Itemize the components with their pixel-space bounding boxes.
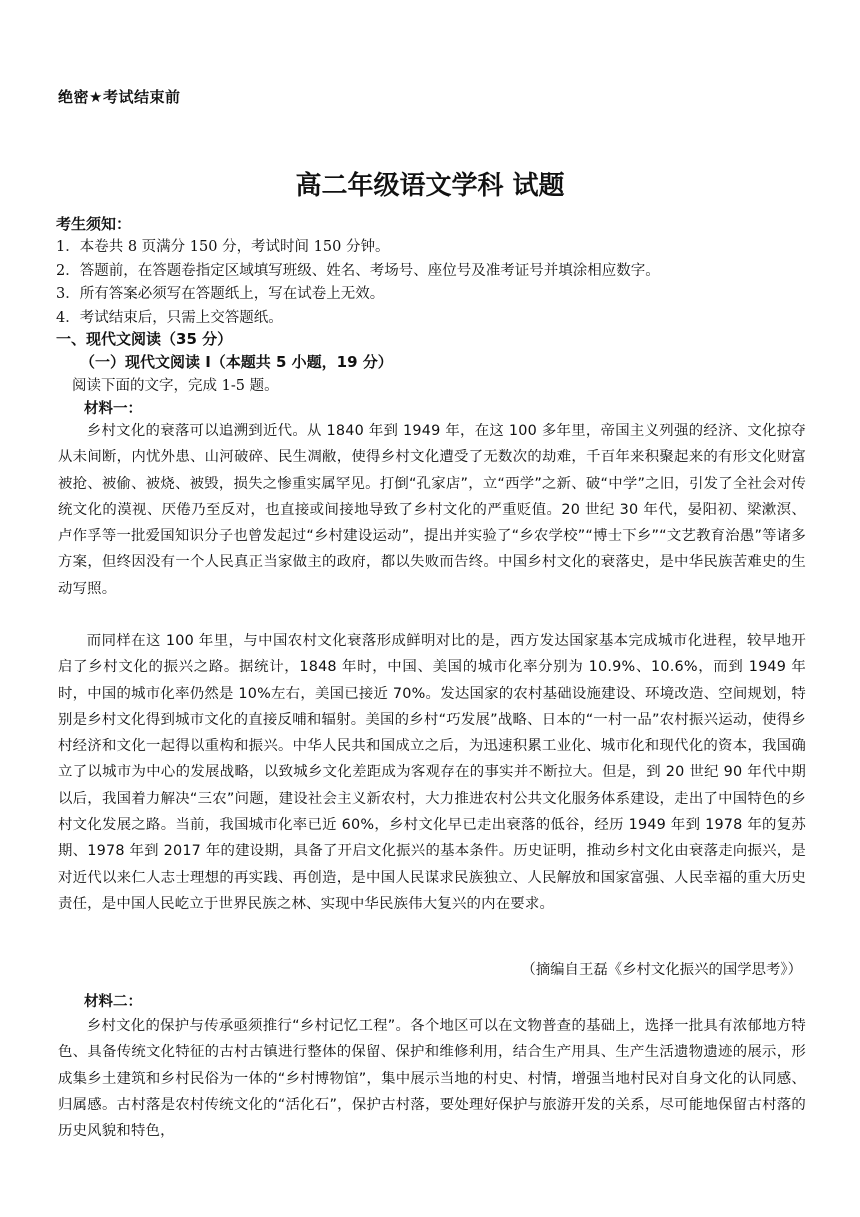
notice-item: 3．所有答案必须写在答题纸上，写在试卷上无效。 xyxy=(56,286,385,302)
secret-mark: 绝密★考试结束前 xyxy=(58,88,181,106)
material-one-paragraph: 乡村文化的衰落可以追溯到近代。从 1840 年到 1949 年，在这 100 多年里，帝国主义列强的经济、文化掠夺从未间断，内忧外患、山河破碎、民生凋敝，使得乡村文化遭受了无数次的劫难，千百年来积聚起来的有形文化财富被抢、被偷、被烧、被毁，损失之惨重实属罕见。打倒“孔家店”，立“西学”之新、破“中学”之旧，引发了全社会对传统文化的漠视、厌倦乃至反对，也直接或间接地导致了乡村文化的严重贬值。20 世纪 30 年代，晏阳初、梁漱溟、卢作孚等一批爱国知识分子也曾发起过“乡村建设运动”，提出并实验了“乡农学校”“博士下乡”“文艺教育治愚”等诸多方案，但终因没有一个人民真正当家做主的政府，都以失败而告终。中国乡村文化的衰落史，是中华民族苦难史的生动写照。 xyxy=(58,423,806,597)
material-one-paragraph: 而同样在这 100 年里，与中国农村文化衰落形成鲜明对比的是，西方发达国家基本完成城市化进程，较早地开启了乡村文化的振兴之路。据统计，1848 年时，中国、美国的城市化率分别为 10.9%、10.6%，而到 1949 年时，中国的城市化率仍然是 10%左右，美国已接近 70%。发达国家的农村基础设施建设、环境改造、空间规划，特别是乡村文化得到城市文化的直接反哺和辐射。美国的乡村“巧发展”战略、日本的“一村一品”农村振兴运动，使得乡村经济和文化一起得以重构和振兴。中华人民共和国成立之后，为迅速积累工业化、城市化和现代化的资本，我国确立了以城市为中心的发展战略，以致城乡文化差距成为客观存在的事实并不断拉大。但是，到 20 世纪 90 年代中期以后，我国着力解决“三农”问题，建设社会主义新农村，大力推进农村公共文化服务体系建设，走出了中国特色的乡村文化发展之路。当前，我国城市化率已近 60%，乡村文化早已走出衰落的低谷，经历 1949 年到 1978 年的复苏期、1978 年到 2017 年的建设期，具备了开启文化振兴的基本条件。历史证明，推动乡村文化由衰落走向振兴，是对近代以来仁人志士理想的再实践、再创造，是中国人民谋求民族独立、人民解放和国家富强、人民幸福的重大历史责任，是中国人民屹立于世界民族之林、实现中华民族伟大复兴的内在要求。 xyxy=(58,633,806,912)
notice-item: 2．答题前，在答题卷指定区域填写班级、姓名、考场号、座位号及准考证号并填涂相应数字。 xyxy=(56,262,660,279)
notice-item: 4．考试结束后，只需上交答题纸。 xyxy=(56,309,283,326)
notice-heading: 考生须知： xyxy=(56,215,132,233)
material-two-heading: 材料二： xyxy=(84,994,142,1010)
material-one-heading: 材料一： xyxy=(84,401,142,417)
page-title: 高二年级语文学科 试题 xyxy=(295,171,565,201)
notice-item: 1．本卷共 8 页满分 150 分，考试时间 150 分钟。 xyxy=(56,239,390,255)
subsection-heading: （一）现代文阅读 I（本题共 5 小题，19 分） xyxy=(80,353,393,371)
notice-list xyxy=(56,236,816,330)
material-one-source: （摘编自王磊《乡村文化振兴的国学思考》） xyxy=(521,962,802,978)
reading-instruction: 阅读下面的文字，完成 1-5 题。 xyxy=(72,378,279,394)
material-two-paragraph: 乡村文化的保护与传承亟须推行“乡村记忆工程”。各个地区可以在文物普查的基础上，选择一批具有浓郁地方特色、具备传统文化特征的古村古镇进行整体的保留、保护和维修利用，结合生产用具、生产生活遗物遗迹的展示，形成集乡土建筑和乡村民俗为一体的“乡村博物馆”，集中展示当地的村史、村情，增强当地村民对自身文化的认同感、归属感。古村落是农村传统文化的“活化石”，保护古村落，要处理好保护与旅游开发的关系，尽可能地保留古村落的历史风貌和特色， xyxy=(58,1018,806,1140)
section-heading: 一、现代文阅读（35 分） xyxy=(56,330,233,348)
